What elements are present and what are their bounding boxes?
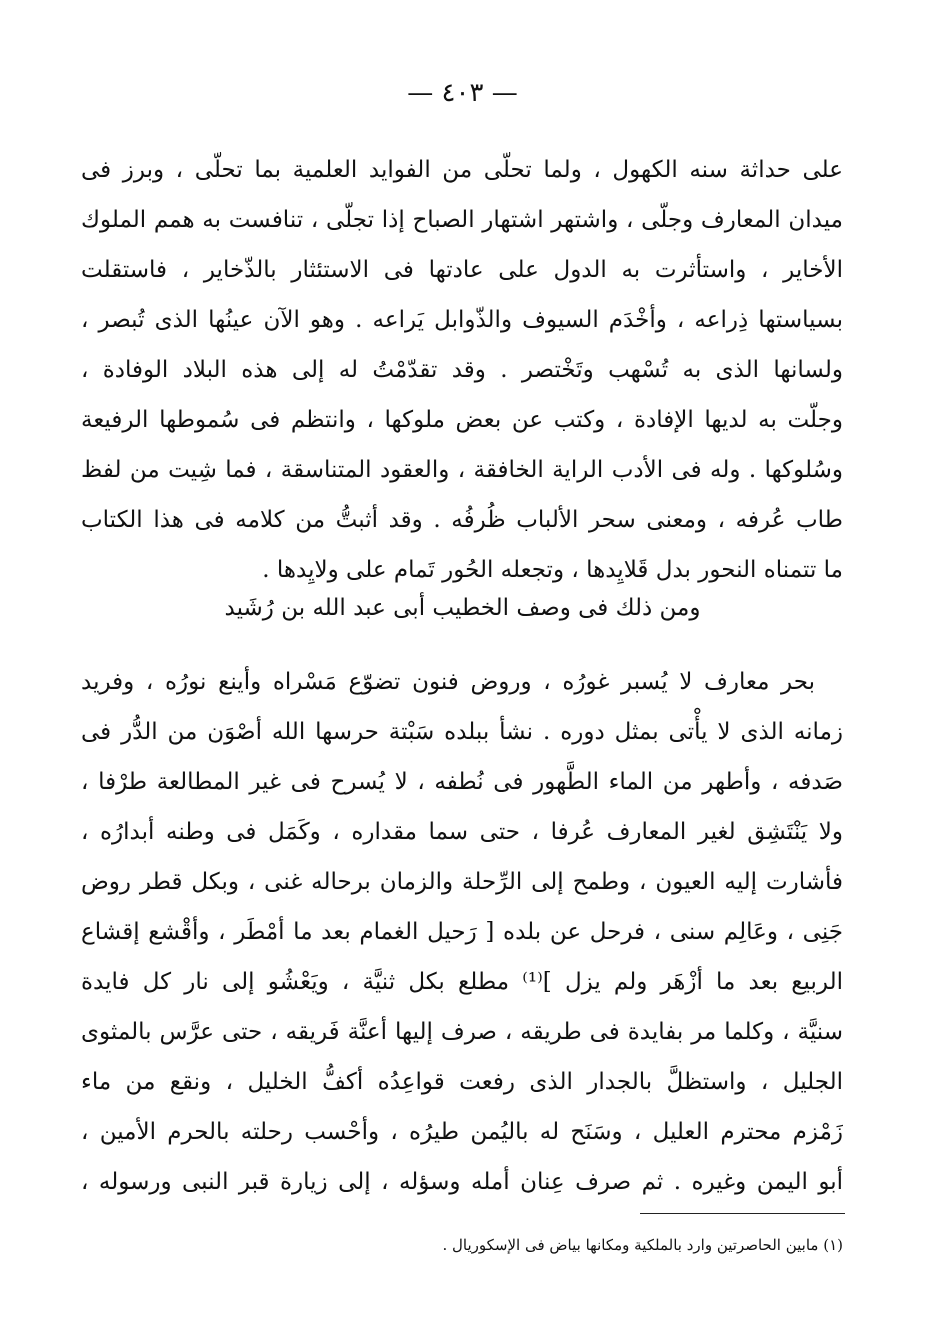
text-line: بسياستها ذِراعه ، وأخْدَم السيوف والذّوابل يَراعه . وهو الآن عينُها الذى تُبصر ، (81, 307, 843, 333)
paragraph-2 (81, 657, 843, 1207)
text-line: الأخاير ، واستأثرت به الدول على عادتها فى الاستئثار بالذّخاير ، فاستقلت (81, 257, 843, 283)
text-line: ما تتمناه النحور بدل قَلايِدها ، وتجعله الحُور تَمام على ولايِدها . (262, 557, 843, 583)
text-line: وسُلوكها . وله فى الأدب الراية الخافقة ، والعقود المتناسقة ، فما شِيت من لفظ (81, 457, 843, 483)
section-heading: ومن ذلك فى وصف الخطيب أبى عبد الله بن رُشَيد (224, 595, 701, 621)
page-number: — ٤٠٣ — (407, 78, 518, 108)
footnote: (١) مابين الحاصرتين وارد بالملكية ومكانها بياض فى الإسكوريال . (442, 1236, 843, 1254)
text-line: أبو اليمن وغيره . ثم صرف عِنان أمله وسؤله ، إلى زيارة قبر النبى ورسوله ، (81, 1169, 843, 1195)
text-line: وجلّت به لديها الإفادة ، وكتب عن بعض ملوكها ، وانتظم فى سُموطها الرفيعة (81, 407, 843, 433)
text-line: بحر معارف لا يُسبر غورُه ، وروض فنون تضوّع مَسْراه وأينع نورُه ، وفريد (81, 669, 815, 695)
paragraph-1 (81, 145, 843, 595)
text-line: الربيع بعد ما أزْهَر ولم يزل ]⁽¹⁾ مطلع بكل ثنيَّة ، ويَعْشُو إلى نار كل فايدة (81, 969, 843, 995)
text-line: ولا يَنْتَشِق لغير المعارف عُرفا ، حتى سما مقداره ، وكَمَل فى وطنه أبدارُه ، (81, 819, 843, 845)
text-line: على حداثة سنه الكهول ، ولما تحلّى من الفوايد العلمية بما تحلّى ، وبرز فى (81, 157, 843, 183)
text-line: فأشارت إليه العيون ، وطمح إلى الرِّحلة والزمان برحاله غنى ، وبكل قطر روض (81, 869, 843, 895)
text-line: سنيَّة ، وكلما مر بفايدة فى طريقه ، صرف إليها أعنَّة فَريقه ، حتى عرَّس بالمثوى (81, 1019, 843, 1045)
text-line: ولسانها الذى به تُسْهب وتَخْتصر . وقد تقدّمْتُ له إلى هذه البلاد الوفادة ، (81, 357, 843, 383)
text-line: زمانه الذى لا يأْتى بمثل دوره . نشأ ببلده سَبْتة حرسها الله أصْوَن من الدُّر فى (81, 719, 843, 745)
text-line: زَمْزم محترم العليل ، وسَنَح له باليُمن طيرُه ، وأحْسب رحلته بالحرم الأمين ، (81, 1119, 843, 1145)
text-line: الجليل ، واستظلَّ بالجدار الذى رفعت قواعِدُه أكفُّ الخليل ، ونقع من ماء (81, 1069, 843, 1095)
text-line: ميدان المعارف وجلّى ، واشتهر اشتهار الصباح إذا تجلّى ، تنافست به همم الملوك (81, 207, 843, 233)
text-line: جَنِى ، وعَالِم سنى ، فرحل عن بلده [ رَحيل الغمام بعد ما أمْطَر ، وأقْشع إقشاع (81, 919, 843, 945)
text-line: طاب عُرفه ، ومعنى سحر الألباب ظُرفُه . وقد أثبتُّ من كلامه فى هذا الكتاب (81, 507, 843, 533)
text-line: صَدفه ، وأطهر من الماء الطَّهور فى نُطفه ، لا يُسرح فى غير المطالعة طرْفا ، (81, 769, 843, 795)
footnote-divider (640, 1213, 845, 1214)
